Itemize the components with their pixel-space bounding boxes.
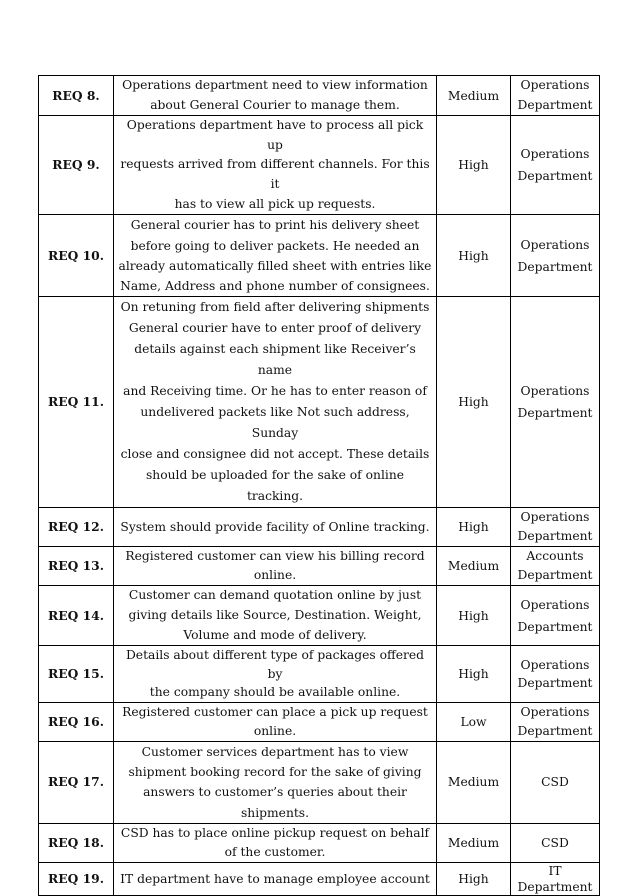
description-line: IT department have to manage employee account xyxy=(120,871,430,886)
description-line: CSD has to place online pickup request on behalf xyxy=(120,825,430,840)
requirement-id: REQ 17. xyxy=(39,741,114,823)
description-line: Operations department have to process all pick up xyxy=(126,118,424,152)
requirement-row xyxy=(39,823,600,862)
owner-line: Department xyxy=(517,529,593,544)
requirement-owner xyxy=(511,741,600,823)
requirement-description xyxy=(114,823,437,862)
requirement-priority: High xyxy=(437,116,511,215)
requirement-id: REQ 14. xyxy=(39,586,114,646)
requirement-description xyxy=(114,297,437,508)
requirement-description xyxy=(114,862,437,895)
description-line: On retuning from field after delivering shipments xyxy=(120,300,430,315)
description-line: Registered customer can view his billing record xyxy=(125,549,425,564)
owner-line: Operations xyxy=(520,597,590,612)
owner-line: CSD xyxy=(541,775,569,790)
requirement-owner xyxy=(511,508,600,547)
description-line: before going to deliver packets. He needed an xyxy=(130,238,420,253)
description-line: shipments. xyxy=(240,805,310,820)
owner-line: Department xyxy=(517,723,593,738)
requirement-priority: Medium xyxy=(437,547,511,586)
owner-line: Department xyxy=(517,169,593,184)
requirement-id: REQ 8. xyxy=(39,76,114,116)
owner-line: CSD xyxy=(541,835,569,850)
requirement-id: REQ 13. xyxy=(39,547,114,586)
description-line: online. xyxy=(253,723,297,738)
description-line: already automatically filled sheet with entries like xyxy=(118,258,432,273)
requirement-description xyxy=(114,215,437,297)
description-line: System should provide facility of Online tracking. xyxy=(120,520,430,535)
requirements-table xyxy=(38,75,600,896)
requirement-row xyxy=(39,586,600,646)
owner-line: Department xyxy=(517,568,593,583)
description-line: Volume and mode of delivery. xyxy=(183,627,367,642)
requirement-description xyxy=(114,508,437,547)
requirement-row xyxy=(39,76,600,116)
description-line: about General Courier to manage them. xyxy=(150,97,400,112)
requirement-row xyxy=(39,297,600,508)
owner-line: Operations xyxy=(520,704,590,719)
requirement-owner xyxy=(511,862,600,895)
description-line: online. xyxy=(253,568,297,583)
requirement-priority: High xyxy=(437,297,511,508)
requirement-priority: Low xyxy=(437,702,511,741)
owner-line: Operations xyxy=(520,510,590,525)
requirement-priority: High xyxy=(437,215,511,297)
description-line: shipment booking record for the sake of giving xyxy=(128,765,422,780)
requirement-id: REQ 10. xyxy=(39,215,114,297)
requirement-description xyxy=(114,646,437,703)
description-line: has to view all pick up requests. xyxy=(174,196,376,211)
requirement-owner xyxy=(511,547,600,586)
requirement-description xyxy=(114,702,437,741)
requirement-row xyxy=(39,215,600,297)
description-line: Operations department need to view information xyxy=(122,78,428,92)
requirement-id: REQ 18. xyxy=(39,823,114,862)
requirement-row xyxy=(39,702,600,741)
description-line: the company should be available online. xyxy=(149,685,401,700)
owner-line: Accounts xyxy=(526,549,584,564)
requirements-table-body xyxy=(39,76,600,896)
description-line: Details about different type of packages offered by xyxy=(125,648,425,681)
requirement-id: REQ 16. xyxy=(39,702,114,741)
requirement-owner xyxy=(511,215,600,297)
requirement-priority: Medium xyxy=(437,823,511,862)
requirement-description xyxy=(114,586,437,646)
description-line: undelivered packets like Not such address, Sunday xyxy=(140,405,410,441)
owner-line: Department xyxy=(517,259,593,274)
requirement-row xyxy=(39,508,600,547)
requirement-id: REQ 9. xyxy=(39,116,114,215)
description-line: requests arrived from different channels. For this it xyxy=(120,157,430,192)
description-line: close and consignee did not accept. These details xyxy=(120,447,430,462)
description-line: of the customer. xyxy=(224,844,326,859)
owner-line: Operations xyxy=(520,237,590,252)
requirement-priority: High xyxy=(437,586,511,646)
requirement-owner xyxy=(511,646,600,703)
requirement-priority: High xyxy=(437,862,511,895)
requirement-owner xyxy=(511,116,600,215)
description-line: Name, Address and phone number of consignees. xyxy=(120,279,430,294)
description-line: answers to customer’s queries about their xyxy=(143,785,407,800)
requirement-id: REQ 15. xyxy=(39,646,114,703)
description-line: and Receiving time. Or he has to enter reason of xyxy=(123,384,427,399)
requirement-row xyxy=(39,116,600,215)
requirement-description xyxy=(114,116,437,215)
requirement-owner xyxy=(511,76,600,116)
owner-line: IT Department xyxy=(517,863,593,894)
description-line: details against each shipment like Receiver’s name xyxy=(134,342,416,378)
requirement-id: REQ 19. xyxy=(39,862,114,895)
requirement-priority: High xyxy=(437,646,511,703)
requirement-owner xyxy=(511,297,600,508)
requirement-priority: Medium xyxy=(437,76,511,116)
owner-line: Department xyxy=(517,97,593,112)
owner-line: Operations xyxy=(520,78,590,92)
requirement-row xyxy=(39,646,600,703)
description-line: giving details like Source, Destination. Weight, xyxy=(128,608,422,623)
description-line: General courier have to enter proof of delivery xyxy=(128,321,422,336)
owner-line: Department xyxy=(517,619,593,634)
description-line: Registered customer can place a pick up request xyxy=(122,704,428,719)
requirement-description xyxy=(114,76,437,116)
requirement-row xyxy=(39,862,600,895)
requirement-row xyxy=(39,741,600,823)
description-line: should be uploaded for the sake of online tracking. xyxy=(145,468,405,504)
owner-line: Department xyxy=(517,406,593,421)
description-line: General courier has to print his delivery sheet xyxy=(130,218,420,233)
requirement-row xyxy=(39,547,600,586)
requirement-priority: Medium xyxy=(437,741,511,823)
owner-line: Department xyxy=(517,676,593,691)
requirement-owner xyxy=(511,823,600,862)
requirement-owner xyxy=(511,586,600,646)
owner-line: Operations xyxy=(520,147,590,162)
requirement-description xyxy=(114,741,437,823)
requirement-priority: High xyxy=(437,508,511,547)
owner-line: Operations xyxy=(520,384,590,399)
requirement-description xyxy=(114,547,437,586)
description-line: Customer can demand quotation online by just xyxy=(128,588,422,603)
description-line: Customer services department has to view xyxy=(141,744,409,759)
owner-line: Operations xyxy=(520,657,590,672)
requirement-owner xyxy=(511,702,600,741)
requirement-id: REQ 12. xyxy=(39,508,114,547)
requirement-id: REQ 11. xyxy=(39,297,114,508)
